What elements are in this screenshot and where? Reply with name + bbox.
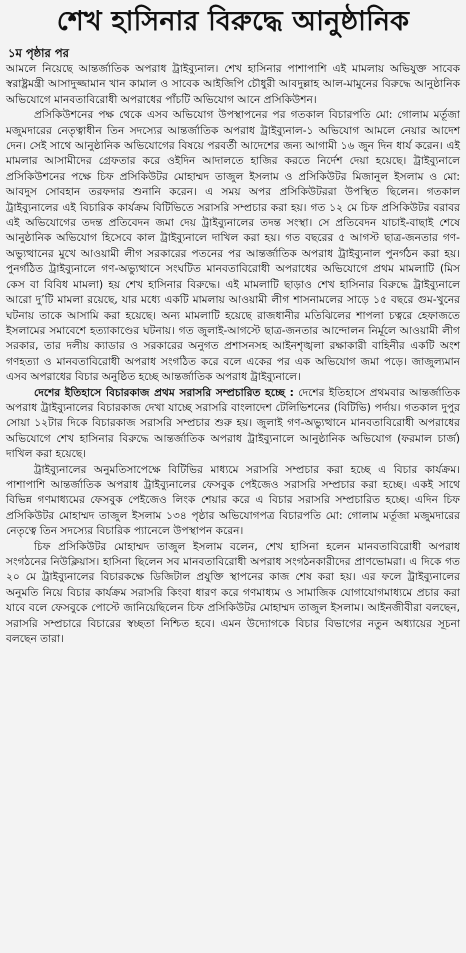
subheading-lead: দেশের ইতিহাসে বিচারকাজ প্রথম সরাসরি সম্প্রচারিত হচ্ছে : (34, 386, 294, 399)
paragraph-text: আমলে নিয়েছে আন্তর্জাতিক অপরাধ ট্রাইব্যুনাল। শেখ হাসিনার পাশাপাশি এই মামলায় অভিযুক্ত সাবেক স্বরাষ্ট্রমন্ত্রী আসাদুজ্জামান খান কামাল ও সাবেক আইজিপি চৌধুরী আবদুল্লাহ আল-মামুনের বিরুদ্ধে আনুষ্ঠানিক অভিযোগে মানবতাবিরোধী অপরাধের পাঁচটি অভিযোগ আনে প্রসিকিউশন। (6, 63, 460, 106)
paragraph-1 (6, 62, 460, 108)
paragraph-text: প্রসিকিউশনের পক্ষ থেকে এসব অভিযোগ উপস্থাপনের পর গতকাল বিচারপতি মো: গোলাম মর্তূজা মজুমদারের নেতৃত্বাধীন তিন সদস্যের আন্তর্জাতিক অপরাধ ট্রাইব্যুনাল-১ অভিযোগ আমলে নেয়ার আদেশ দেন। সেই সাথে আনুষ্ঠানিক অভিযোগের বিষয়ে পরবর্তী আদেশের জন্য আগামী ১৬ জুন দিন ধার্য করেন। এই মামলার আসামীদের গ্রেফতার করে ওইদিন আদালতে হাজির করতে নির্দেশ দেয়া হয়েছে। ট্রাইব্যুনালে প্রসিকিউশনের পক্ষে চিফ প্রসিকিউটর মোহাম্মদ তাজুল ইসলাম ও প্রসিকিউটর মিজানুল ইসলাম ও মো: আবদুস সোবহান তরফদার শুনানি করেন। এ সময় অপর প্রসিকিউটররা উপস্থিত ছিলেন। গতকাল ট্রাইব্যুনালের এই বিচারিক কার্যক্রম বিটিভিতে সরাসরি সম্প্রচার করা হয়। গত ১২ মে চিফ প্রসিকিউটর বরাবর এই অভিযোগের তদন্ত প্রতিবেদন জমা দেয় ট্রাইব্যুনালের তদন্ত সংস্থা। সে প্রতিবেদন যাচাই-বাছাই শেষে আনুষ্ঠানিক অভিযোগ হিসেবে কাল ট্রাইব্যুনালে দাখিল করা হয়। গত বছরের ৫ আগস্ট ছাত্র-জনতার গণ-অভ্যুত্থানের মুখে আওয়ামী লীগ সরকারের পতনের পর আন্তর্জাতিক অপরাধ ট্রাইব্যুনাল পুনর্গঠন করা হয়। পুনর্গঠিত ট্রাইব্যুনালে গণ-অভ্যুত্থানে সংঘটিত মানবতাবিরোধী অপরাধের অভিযোগে প্রথম মামলাটি (মিস কেস বা বিবিধ মামলা) হয় শেখ হাসিনার বিরুদ্ধে। এই মামলাটি ছাড়াও শেখ হাসিনার বিরুদ্ধে ট্রাইব্যুনালে আরো দু’টি মামলা রয়েছে, যার মধ্যে একটি মামলায় আওয়ামী লীগ শাসনামলের সাড়ে ১৫ বছরে গুম-খুনের ঘটনায় তাকে আসামি করা হয়েছে। অন্য মামলাটি হয়েছে রাজধানীর মতিঝিলের শাপলা চত্বরে হেফাজতে ইসলামের সমাবেশে হত্যাকাণ্ডের ঘটনায়। গত জুলাই-আগস্টে ছাত্র-জনতার আন্দোলন নির্মূলে আওয়ামী লীগ সরকার, তার দলীয় ক্যাডার ও সরকারের অনুগত প্রশাসনসহ আইনশৃঙ্খলা রক্ষাকারী বাহিনীর একটি অংশ গণহত্যা ও মানবতাবিরোধী অপরাধ সংগঠিত করে বলে একের পর এক অভিযোগ জমা পড়ে। জাজুল্যমান এসব অপরাধের বিচার অনুষ্ঠিত হচ্ছে আন্তর্জাতিক অপরাধ ট্রাইব্যুনালে। (6, 109, 460, 384)
paragraph-5 (6, 540, 460, 648)
paragraph-3 (6, 386, 460, 463)
paragraph-text: দেশের ইতিহাসে প্রথমবার আন্তর্জাতিক অপরাধ ট্রাইব্যুনালের বিচারকাজ দেখা যাচ্ছে সরাসরি বাংলাদেশ টেলিভিশনের (বিটিভি) পর্দায়। গতকাল দুপুর সোয়া ১২টার দিকে বিচারকাজ সরাসরি সম্প্রচার শুরু হয়। জুলাই গণ-অভ্যুত্থানে মানবতাবিরোধী অপরাধের অভিযোগে শেখ হাসিনার বিরুদ্ধে আন্তর্জাতিক অপরাধ ট্রাইব্যুনালে আনুষ্ঠানিক অভিযোগ (ফরমাল চার্জ) দাখিল করা হয়েছে। (6, 386, 460, 461)
paragraph-2 (6, 108, 460, 385)
headline: শেখ হাসিনার বিরুদ্ধে আনুষ্ঠানিক (56, 6, 410, 37)
paragraph-4 (6, 463, 460, 540)
paragraph-text: চিফ প্রসিকিউটর মোহাম্মদ তাজুল ইসলাম বলেন, শেখ হাসিনা হলেন মানবতাবিরোধী অপরাধ সংগঠনের নিউক্লিয়াস। হাসিনা ছিলেন সব মানবতাবিরোধী অপরাধ সংগঠনকারীদের প্রাণভোমরা। এ দিকে গত ২০ মে ট্রাইব্যুনালের বিচারকক্ষে ডিজিটাল প্রযুক্তি স্থাপনের কাজ শেষ করা হয়। এর ফলে ট্রাইব্যুনালের অনুমতি নিয়ে বিচার কার্যক্রম সরাসরি কিংবা ধারণ করে গণমাধ্যম ও সামাজিক যোগাযোগমাধ্যমে প্রচার করা যাবে বলে ফেসবুকে পোস্টে জানিয়েছিলেন চিফ প্রসিকিউটর মোহাম্মদ তাজুল ইসলাম। আইনজীবীরা বলছেন, সরাসরি সম্প্রচারে বিচারের স্বচ্ছতা নিশ্চিত হবে। এমন উদ্যোগকে বিচার বিভাগের নতুন অধ্যায়ের সূচনা বলছেন তারা। (6, 540, 460, 646)
paragraph-text: ট্রাইব্যুনালের অনুমতিসাপেক্ষে বিটিভির মাধ্যমে সরাসরি সম্প্রচার করা হচ্ছে এ বিচার কার্যক্রম। পাশাপাশি আন্তর্জাতিক অপরাধ ট্রাইব্যুনালের ফেসবুক পেইজেও সরাসরি সম্প্রচার করা হচ্ছে। একই সাথে বিভিন্ন গণমাধ্যমের ফেসবুক পেইজেও লিংক শেয়ার করে এ বিচার সরাসরি সম্প্রচারিত হচ্ছে। এদিন চিফ প্রসিকিউটর মোহাম্মদ তাজুল ইসলাম ১৩৪ পৃষ্ঠার অভিযোগপত্র বিচারপতি মো: গোলাম মর্তূজা মজুমদারের নেতৃত্বে তিন সদস্যের বিচারিক প্যানেলে উপস্থাপন করেন। (6, 463, 460, 538)
article-body (6, 62, 460, 647)
continued-from-page-label: ১ম পৃষ্ঠার পর (8, 46, 69, 60)
